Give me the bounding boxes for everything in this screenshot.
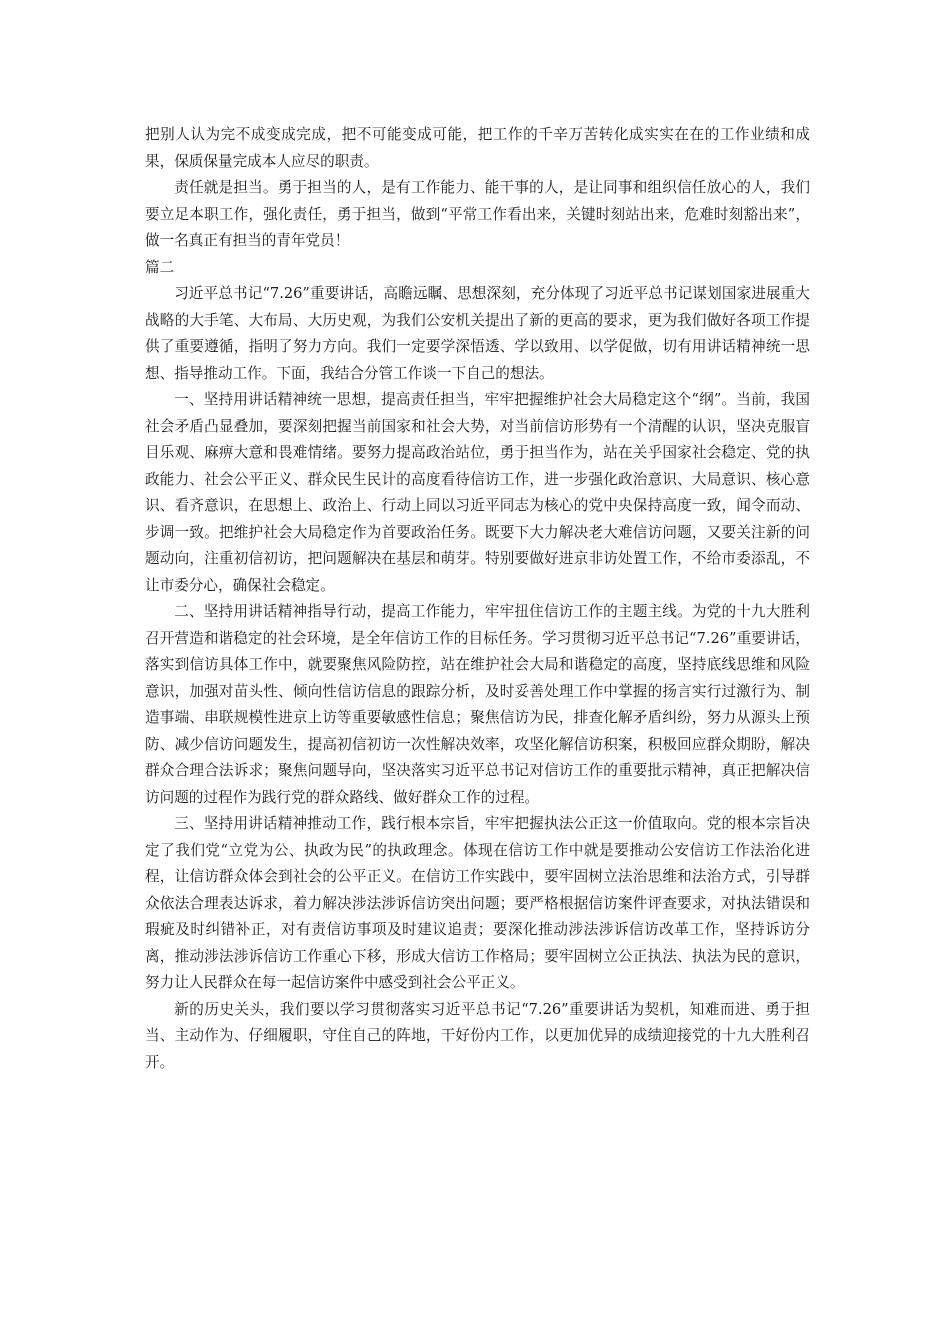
paragraph-intro: 习近平总书记“7.26”重要讲话，高瞻远瞩、思想深刻，充分体现了习近平总书记谋划国家进展重大战略的大手笔、大布局、大历史观，为我们公安机关提出了新的更高的要求，更为我们做好各项工作提供了重要遵循，指明了努力方向。我们一定要学深悟透、学以致用、以学促做，切有用讲话精神统一思想、指导推动工作。下面，我结合分管工作谈一下自己的想法。 <box>145 285 810 382</box>
paragraph-point-two: 二、坚持用讲话精神指导行动，提高工作能力，牢牢扭住信访工作的主题主线。为党的十九大胜利召开营造和谐稳定的社会环境，是全年信访工作的目标任务。学习贯彻习近平总书记“7.26”重要讲话，落实到信访具体工作中，就要聚焦风险防控，站在维护社会大局和谐稳定的高度，坚持底线思维和风险意识，加强对苗头性、倾向性信访信息的跟踪分析，及时妥善处理工作中掌握的扬言实行过激行为、制造事端、串联规模性进京上访等重要敏感性信息；聚焦信访为民，排查化解矛盾纠纷，努力从源头上预防、减少信访问题发生，提高初信初访一次性解决效率，攻坚化解信访积案，积极回应群众期盼，解决群众合理合法诉求；聚焦问题导向，坚决落实习近平总书记对信访工作的重要批示精神，真正把解决信访问题的过程作为践行党的群众路线、做好群众工作的过程。 <box>145 603 810 806</box>
paragraph-conclusion: 新的历史关头，我们要以学习贯彻落实习近平总书记“7.26”重要讲话为契机，知难而进、勇于担当、主动作为、仔细履职，守住自己的阵地，干好份内工作，以更加优异的成绩迎接党的十九大胜利召开。 <box>145 1000 810 1071</box>
paragraph-responsibility: 责任就是担当。勇于担当的人，是有工作能力、能干事的人，是让同事和组织信任放心的人，我们要立足本职工作，强化责任，勇于担当，做到“平常工作看出来，关键时刻站出来，危难时刻豁出来”，做一名真正有担当的青年党员！ <box>145 179 810 249</box>
paragraph-point-three: 三、坚持用讲话精神推动工作，践行根本宗旨，牢牢把握执法公正这一价值取向。党的根本宗旨决定了我们党“立党为公、执政为民”的执政理念。体现在信访工作中就是要推动公安信访工作法治化进程，让信访群众体会到社会的公平正义。在信访工作实践中，要牢固树立法治思维和法治方式，引导群众依法合理表达诉求，着力解决涉法涉诉信访突出问题；要严格根据信访案件评查要求，对执法错误和瑕疵及时纠错补正，对有责信访事项及时建议追责；要深化推动涉法涉诉信访改革工作，坚持诉访分离，推动涉法涉诉信访工作重心下移，形成大信访工作格局；要牢固树立公正执法、执法为民的意识，努力让人民群众在每一起信访案件中感受到社会公平正义。 <box>145 815 810 991</box>
document-body <box>145 122 810 1076</box>
section-heading: 篇二 <box>145 258 175 276</box>
paragraph-point-one: 一、坚持用讲话精神统一思想，提高责任担当，牢牢把握维护社会大局稳定这个“纲”。当前，我国社会矛盾凸显叠加，要深刻把握当前国家和社会大势，对当前信访形势有一个清醒的认识，坚决克服盲目乐观、麻痹大意和畏难情绪。要努力提高政治站位，勇于担当作为，站在关乎国家社会稳定、党的执政能力、社会公平正义、群众民生民计的高度看待信访工作，进一步强化政治意识、大局意识、核心意识、看齐意识，在思想上、政治上、行动上同以习近平同志为核心的党中央保持高度一致，闻令而动、步调一致。把维护社会大局稳定作为首要政治任务。既要下大力解决老大难信访问题，又要关注新的问题动向，注重初信初访，把问题解决在基层和萌芽。特别要做好进京非访处置工作，不给市委添乱，不让市委分心，确保社会稳定。 <box>145 391 810 594</box>
paragraph-continued: 把别人认为完不成变成完成，把不可能变成可能，把工作的千辛万苦转化成实实在在的工作业绩和成果，保质保量完成本人应尽的职责。 <box>145 126 810 170</box>
